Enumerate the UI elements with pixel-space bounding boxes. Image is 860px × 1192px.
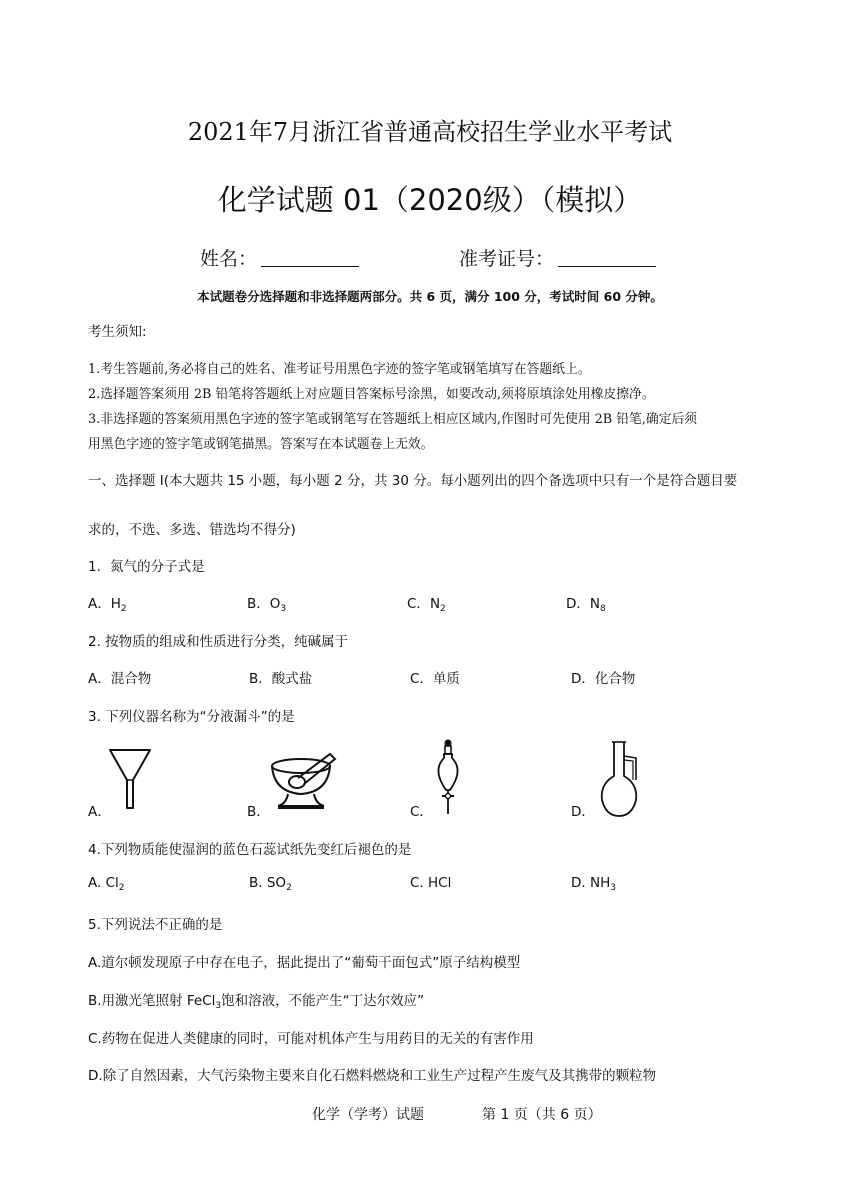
question-4-option-b: B. $SO_2$: [249, 875, 292, 893]
id-label: 准考证号：: [459, 248, 555, 270]
question-1-option-d: D．$N_8$: [566, 596, 606, 614]
mortar-and-pestle-icon: [268, 752, 340, 812]
question-3-option-a-label: A．: [88, 804, 111, 820]
question-4-option-d: D. $NH_3$: [571, 875, 616, 893]
question-2-stem: 2. 按物质的组成和性质进行分类，纯碱属于: [88, 634, 349, 650]
question-1-stem: 1．氮气的分子式是: [88, 559, 205, 575]
id-blank: [558, 248, 656, 267]
question-4-stem: 4.下列物质能使湿润的蓝色石蕊试纸先变红后褪色的是: [88, 842, 412, 858]
question-5-statement-b: B.用激光笔照射 FeCl$_3$饱和溶液，不能产生“丁达尔效应”: [88, 993, 425, 1011]
paper-title: 化学试题 01（2020级）（模拟）: [217, 183, 643, 217]
question-2-option-c: C．单质: [410, 671, 460, 687]
question-2-option-a: A．混合物: [88, 671, 152, 687]
question-5-statement-a: A.道尔顿发现原子中存在电子，据此提出了“葡萄干面包式”原子结构模型: [88, 955, 521, 971]
instructions-heading: 考生须知:: [88, 324, 147, 340]
distilling-flask-icon: [596, 740, 656, 820]
question-4-option-c: C. HCl: [410, 875, 452, 891]
instruction-item: 2.选择题答案须用 2B 铅笔将答题纸上对应题目答案标号涂黑，如要改动,须将原填涂处用橡皮擦净。: [88, 387, 655, 402]
paper-note: 本试题卷分选择题和非选择题两部分。共 6 页，满分 100 分，考试时间 60 分钟。: [197, 289, 663, 304]
section-heading-line1: 一、选择题 I(本大题共 15 小题，每小题 2 分，共 30 分。每小题列出的四个备选项中只有一个是符合题目要: [88, 473, 738, 489]
question-2-option-b: B．酸式盐: [249, 671, 313, 687]
id-field: [459, 244, 656, 271]
funnel-icon: [106, 746, 154, 814]
question-1-option-c: C．$N_2$: [407, 596, 446, 614]
question-1-option-a: A．$H_2$: [88, 596, 127, 614]
name-field: [200, 244, 359, 271]
name-label: 姓名：: [200, 248, 258, 270]
section-heading-line2: 求的，不选、多选、错选均不得分): [88, 522, 296, 538]
footer-page-number: 第 1 页（共 6 页）: [482, 1107, 602, 1123]
question-3-stem: 3. 下列仪器名称为“分液漏斗”的是: [88, 709, 295, 725]
instruction-item: 3.非选择题的答案须用黑色字迹的签字笔或钢笔写在答题纸上相应区域内,作图时可先使用 2B 铅笔,确定后须: [88, 412, 698, 427]
question-2-option-d: D．化合物: [571, 671, 636, 687]
exam-title: 2021年7月浙江省普通高校招生学业水平考试: [187, 118, 673, 146]
question-5-statement-d: D.除了自然因素，大气污染物主要来自化石燃料燃烧和工业生产过程产生废气及其携带的颗粒物: [88, 1068, 657, 1084]
name-blank: [261, 248, 359, 267]
footer-subject: 化学（学考）试题: [312, 1107, 424, 1123]
question-1-option-b: B．$O_3$: [247, 596, 287, 614]
question-3-option-c-label: C．: [410, 804, 433, 820]
separatory-funnel-icon: [426, 738, 470, 818]
instruction-item: 用黑色字迹的签字笔或钢笔描黑。答案写在本试题卷上无效。: [88, 437, 434, 452]
question-4-option-a: A. $Cl_2$: [88, 875, 125, 893]
question-3-option-d-label: D．: [571, 804, 595, 820]
instruction-item: 1.考生答题前,务必将自己的姓名、准考证号用黑色字迹的签字笔或钢笔填写在答题纸上。: [88, 362, 591, 377]
question-5-stem: 5.下列说法不正确的是: [88, 917, 223, 933]
question-3-option-b-label: B．: [247, 804, 270, 820]
question-5-statement-c: C.药物在促进人类健康的同时，可能对机体产生与用药目的无关的有害作用: [88, 1031, 534, 1047]
